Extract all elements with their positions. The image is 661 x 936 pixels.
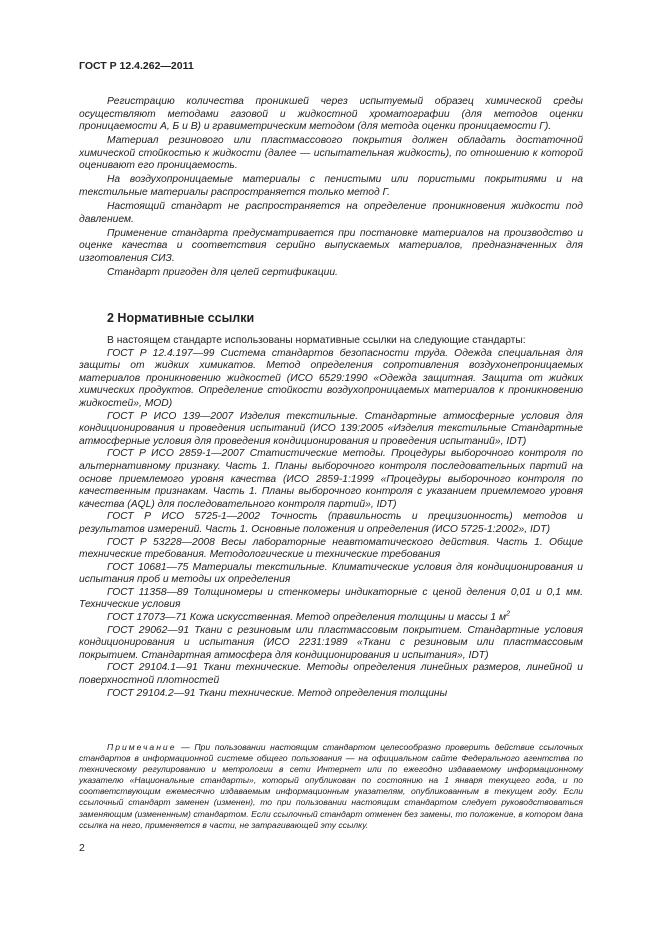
reference-item: ГОСТ 10681—75 Материалы текстильные. Климатические условия для кондиционирования и испытания проб и методы их определения [79,561,583,586]
reference-item: ГОСТ Р ИСО 2859-1—2007 Статистические методы. Процедуры выборочного контроля по альтернативному признаку. Часть 1. Планы выборочного контроля последовательных партий на основе приемлемого уровня качества (ИСО 2859-1:1999 «Процедуры выборочного контроля по качественным признакам. Часть 1. Планы выборочного контроля с указанием приемлемого уровня качества (AQL) для последовательного контроля партий», IDT) [79,448,583,510]
document-code-header: ГОСТ Р 12.4.262—2011 [79,60,194,72]
paragraph: Стандарт пригоден для целей сертификации. [107,266,338,278]
reference-item [79,612,583,625]
reference-item: ГОСТ 29062—91 Ткани с резиновым или пластмассовым покрытием. Стандартные условия кондиционирования и испытания (ИСО 2231:1989 «Ткани с резиновым или пластмассовым покрытием. Стандартная атмосфера для кондиционирования и испытания», IDT) [79,624,583,661]
note-paragraph [79,742,583,831]
superscript: 2 [506,610,510,618]
reference-item: ГОСТ Р 53228—2008 Весы лабораторные неавтоматического действия. Часть 1. Общие технические требования. Методологические и технические требования [79,536,583,561]
paragraph: На воздухопроницаемые материалы с пенистыми или пористыми покрытиями и на текстильные материалы распространяется только метод Г. [79,174,583,198]
note-text: — При пользовании настоящим стандартом целесообразно проверить действие ссылочных стандартов в информационной системе общего пользования — на официальном сайте Федерального агентства по техническому регулированию и метрологии в сети Интернет или по ежегодно издаваемому информационному указателю «Национальные стандарты», который опубликован по состоянию на 1 января текущего года, и по соответствующим ежемесячно издаваемым информационным указателям, опубликованным в текущем году. Если ссылочный стандарт заменен (изменен), то при пользовании настоящим стандартом следует руководствоваться заменяющим (измененным) стандартом. Если ссылочный стандарт отменен без замены, то положение, в котором дана ссылка на него, применяется в части, не затрагивающей эту ссылку. [79,742,583,830]
references-lead: В настоящем стандарте использованы нормативные ссылки на следующие стандарты: [107,335,526,346]
page-number: 2 [79,842,85,854]
reference-item: ГОСТ Р ИСО 5725-1—2002 Точность (правильность и прецизионность) методов и результатов измерений. Часть 1. Основные положения и определения (ИСО 5725-1:2002», IDT) [79,511,583,535]
reference-item: ГОСТ 29104.2—91 Ткани технические. Метод определения толщины [107,687,448,699]
reference-text: ГОСТ 17073—71 Кожа искусственная. Метод определения толщины и массы 1 м [107,612,507,624]
paragraph: Настоящий стандарт не распространяется на определение проникновения жидкости под давлением. [79,200,583,225]
note-label: Примечание [107,742,177,752]
reference-item: ГОСТ Р 12.4.197—99 Система стандартов безопасности труда. Одежда специальная для защиты от жидких химикатов. Метод определения сопротивления воздухонепроницаемых материалов проникновению жидкостей (ИСО 6529:1990 «Одежда защитная. Защита от жидких химических продуктов. Определение стойкости воздухопроницаемых материалов к проникновению жидкостей», MOD) [79,347,583,409]
reference-item: ГОСТ 11358—89 Толщиномеры и стенкомеры индикаторные с ценой деления 0,01 и 0,1 мм. Технические условия [79,586,583,611]
references-list [79,335,583,700]
paragraph: Регистрацию количества проникшей через испытуемый образец химической среды осуществляют методами газовой и жидкостной хроматографии (для методов оценки проницаемости А, Б и В) и гравиметрическим методом (для метода оценки проницаемости Г). [79,96,583,133]
reference-item: ГОСТ Р ИСО 139—2007 Изделия текстильные. Стандартные атмосферные условия для кондиционирования и проведения испытаний (ИСО 139:2005 «Изделия текстильные Стандартные атмосферные условия для проведения кондиционирования и проведения испытаний», IDT) [79,410,583,447]
paragraph: Материал резинового или пластмассового покрытия должен обладать достаточной химической стойкостью к жидкости (далее — испытательная жидкость), по отношению к которой оценивают его проницаемость. [79,135,583,172]
intro-section [79,96,583,281]
reference-item: ГОСТ 29104.1—91 Ткани технические. Методы определения линейных размеров, линейной и поверхностной плотностей [79,662,583,687]
note [79,742,583,831]
paragraph: Применение стандарта предусматривается при постановке материалов на производство и оценке качества и соответствия серийно выпускаемых материалов, предназначенных для изготовления СИЗ. [79,227,583,264]
section-heading: 2 Нормативные ссылки [107,311,255,325]
